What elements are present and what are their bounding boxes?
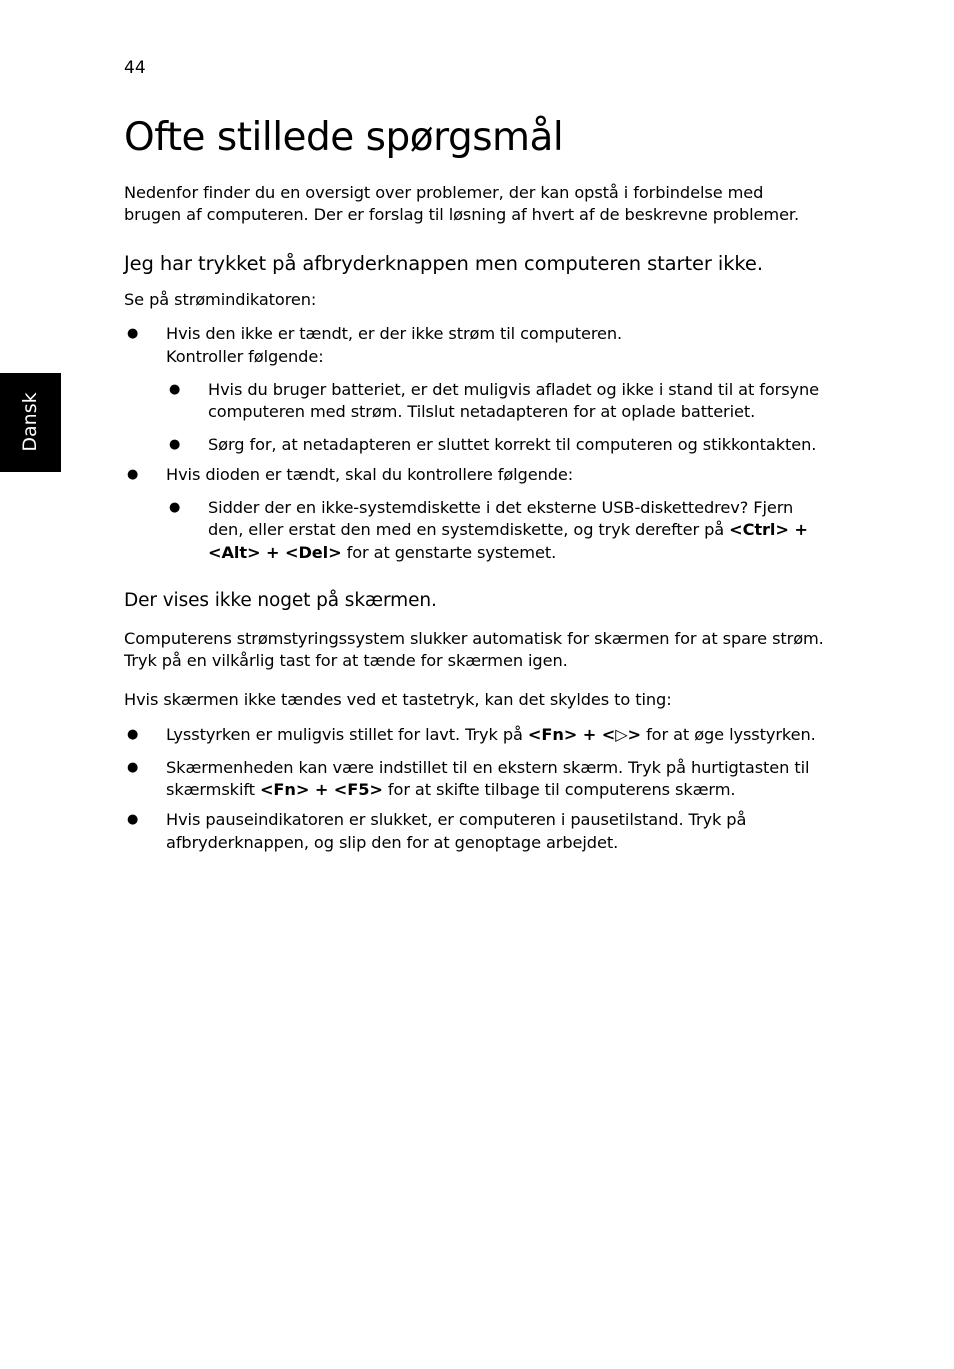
- list-item-text: Sidder der en ikke-systemdiskette i det eksterne USB-diskettedrev? Fjern den, eller erstat den med en systemdiskette, og tryk derefter på: [208, 498, 794, 540]
- list-item-text: for at skifte tilbage til computerens skærm.: [382, 780, 736, 800]
- bullet-icon: ●: [169, 381, 181, 397]
- list-item: [166, 434, 824, 456]
- key-combination: <Fn> + <F5>: [259, 780, 383, 800]
- display-paragraph: Hvis skærmen ikke tændes ved et tastetryk, kan det skyldes to ting:: [124, 690, 672, 710]
- list-item: [124, 464, 824, 564]
- bullet-icon: ●: [127, 812, 139, 828]
- list-item: [166, 497, 824, 564]
- display-paragraph: Computerens strømstyringssystem slukker automatisk for skærmen for at spare strøm. Tryk på en vilkårlig tast for at tænde for skærmen igen.: [124, 628, 824, 670]
- list-item-text: Skærmenheden kan være indstillet til en ekstern skærm. Tryk på hurtigtasten til skærmskift: [166, 757, 810, 800]
- bullet-icon: ●: [169, 436, 181, 452]
- list-item: [124, 809, 824, 854]
- list-item-text: for at genstarte systemet.: [341, 542, 557, 562]
- bullet-icon: ●: [127, 727, 139, 743]
- list-item-text: Kontroller følgende:: [166, 346, 324, 366]
- bullet-icon: ●: [127, 326, 139, 342]
- list-item-text: for at øge lysstyrken.: [641, 725, 816, 745]
- list-item-text: Hvis dioden er tændt, skal du kontrollere følgende:: [166, 464, 574, 484]
- list-item-text: Hvis den ikke er tændt, er der ikke strøm til computeren.: [166, 324, 623, 344]
- list-item: [124, 323, 824, 455]
- list-item: [124, 724, 824, 746]
- display-checklist: [124, 724, 824, 853]
- list-item-text: Hvis du bruger batteriet, er det muligvis afladet og ikke i stand til at forsyne computeren med strøm. Tilslut netadapteren for at oplade batteriet.: [208, 379, 820, 422]
- intro-paragraph: Nedenfor finder du en oversigt over problemer, der kan opstå i forbindelse med brugen af computeren. Der er forslag til løsning af hvert af de beskrevne problemer.: [124, 183, 800, 225]
- sub-checklist: [166, 379, 824, 456]
- bullet-icon: ●: [169, 500, 181, 516]
- list-item: [166, 379, 824, 424]
- section-heading-display: Der vises ikke noget på skærmen.: [124, 590, 437, 612]
- list-item-text: Hvis pauseindikatoren er slukket, er computeren i pausetilstand. Tryk på afbryderknappen, og slip den for at genoptage arbejdet.: [166, 810, 747, 852]
- list-item-text: Sørg for, at netadapteren er sluttet korrekt til computeren og stikkontakten.: [208, 434, 817, 454]
- list-item-text: Lysstyrken er muligvis stillet for lavt. Tryk på: [166, 725, 528, 745]
- page-content: [124, 110, 824, 854]
- language-side-tab: [0, 373, 61, 472]
- page-title: Ofte stillede spørgsmål: [124, 115, 564, 160]
- language-side-tab-label: Dansk: [19, 392, 41, 452]
- power-lead-text: Se på strømindikatoren:: [124, 290, 317, 310]
- bullet-icon: ●: [127, 466, 139, 482]
- section-heading-power: Jeg har trykket på afbryderknappen men computeren starter ikke.: [124, 251, 763, 275]
- key-combination: <Ctrl> + <Alt> + <Del>: [208, 520, 808, 562]
- list-item: [124, 757, 824, 802]
- sub-checklist: [166, 497, 824, 564]
- bullet-icon: ●: [127, 759, 139, 775]
- power-checklist: [124, 323, 824, 564]
- page-number: 44: [124, 58, 146, 78]
- key-combination: <Fn> + <▷>: [527, 725, 642, 745]
